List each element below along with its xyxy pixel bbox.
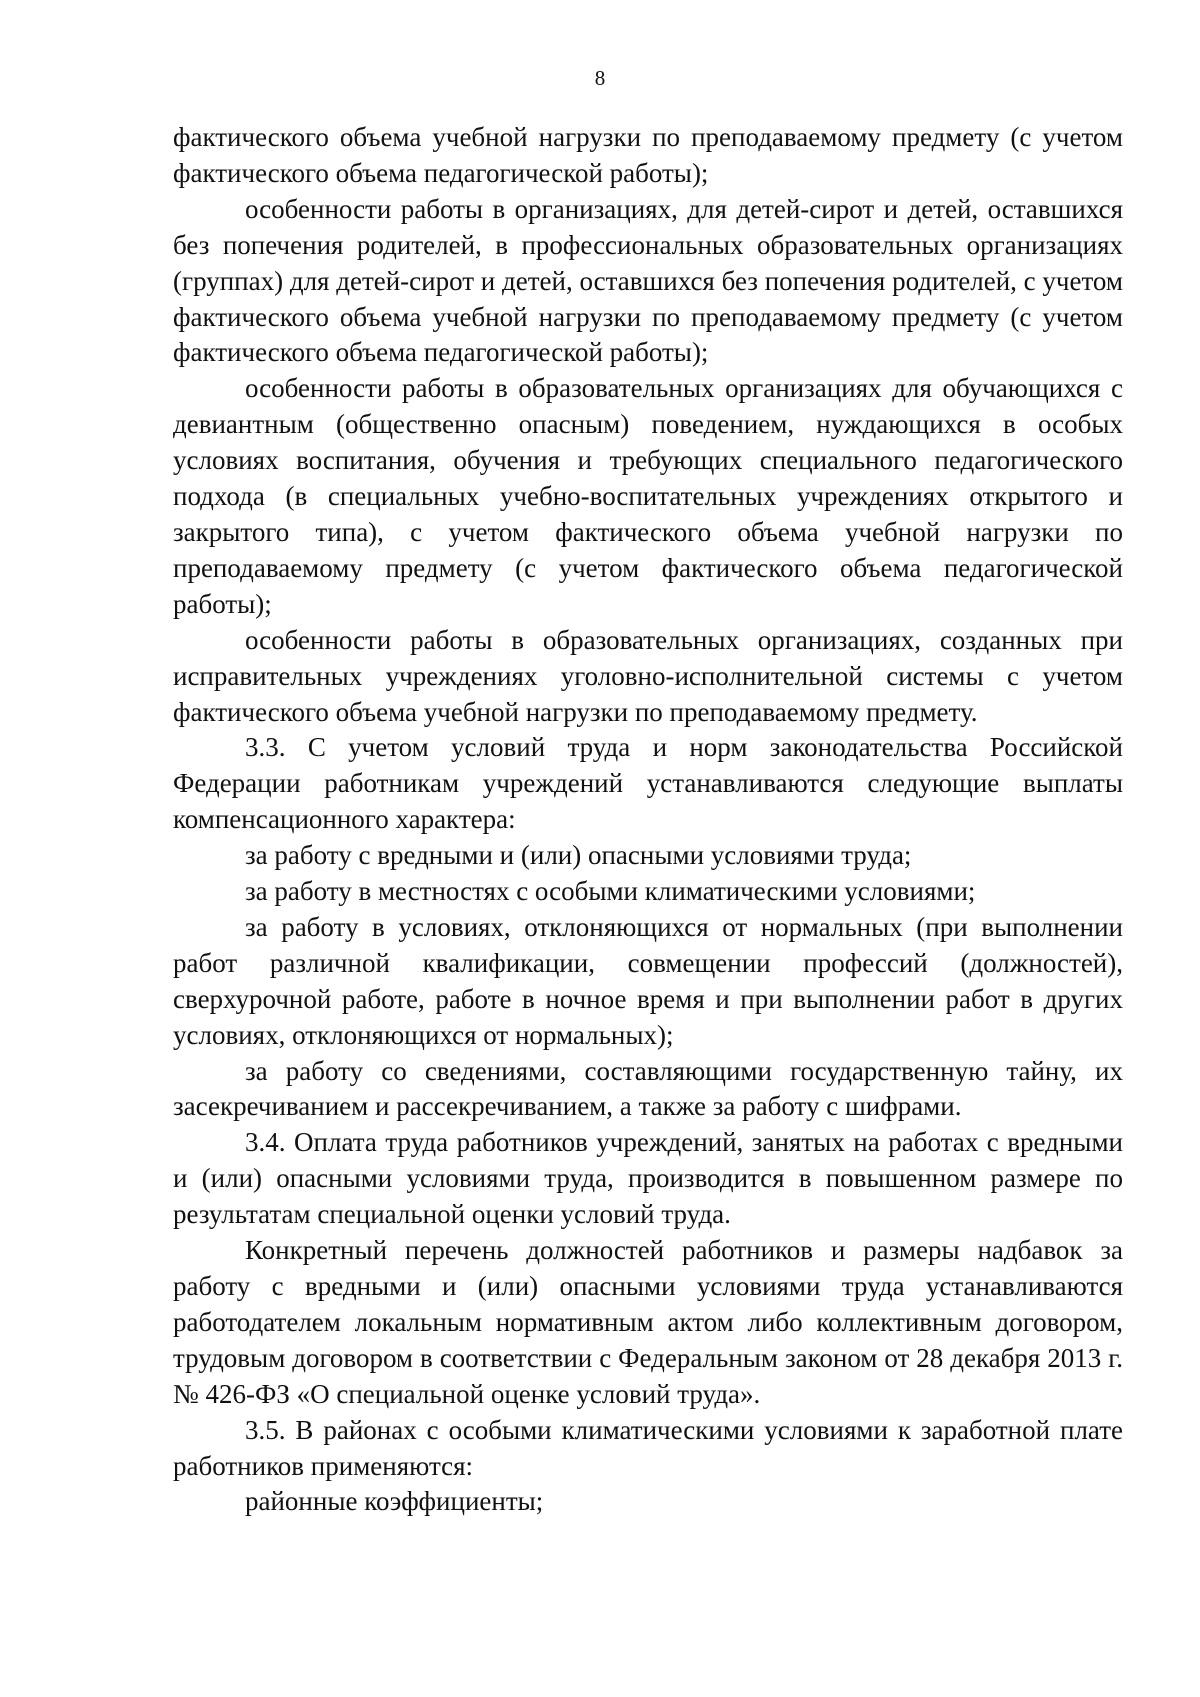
paragraph-section-3-5: 3.5. В районах с особыми климатическими условиями к заработной плате работников применяются:: [173, 1414, 1123, 1481]
paragraph-climatic-conditions: за работу в местностях с особыми климатическими условиями;: [245, 876, 976, 907]
paragraph-section-3-3: 3.3. С учетом условий труда и норм законодательства Российской Федерации работникам учреждений устанавливаются следующие выплаты компенсационного характера:: [173, 732, 1123, 835]
paragraph-specific-list: Конкретный перечень должностей работников и размеры надбавок за работу с вредными и (или) опасными условиями труда устанавливаются работодателем локальным нормативным актом либо коллективным договором, трудовым договором в соответствии с Федеральным законом от 28 декабря 2013 г. № 426-ФЗ «О специальной оценке условий труда».: [173, 1235, 1123, 1409]
paragraph-deviant-behavior: особенности работы в образовательных организациях для обучающихся с девиантным (общественно опасным) поведением, нуждающихся в особых условиях воспитания, обучения и требующих специального педагогического подхода (в специальных учебно-воспитательных учреждениях открытого и закрытого типа), с учетом фактического объема учебной нагрузки по преподаваемому предмету (с учетом фактического объема педагогической работы);: [173, 373, 1123, 619]
paragraph-harmful-conditions: за работу с вредными и (или) опасными условиями труда;: [245, 840, 912, 871]
paragraph-orphans-organizations: особенности работы в организациях, для детей-сирот и детей, оставшихся без попечения родителей, в профессиональных образовательных организациях (группах) для детей-сирот и детей, оставшихся без попечения родителей, с учетом фактического объема учебной нагрузки по преподаваемому предмету (с учетом фактического объема педагогической работы);: [173, 193, 1123, 368]
paragraph-correctional-institutions: особенности работы в образовательных организациях, созданных при исправительных учреждениях уголовно-исполнительной системы с учетом фактического объема учебной нагрузки по преподаваемому предмету.: [173, 624, 1123, 727]
paragraph-state-secret: за работу со сведениями, составляющими государственную тайну, их засекречиванием и рассекречиванием, а также за работу с шифрами.: [173, 1055, 1123, 1122]
document-body: [173, 120, 1123, 1520]
paragraph-continuation: фактического объема учебной нагрузки по преподаваемому предмету (с учетом фактического объема педагогической работы);: [173, 122, 1123, 188]
paragraph-section-3-4: 3.4. Оплата труда работников учреждений, занятых на работах с вредными и (или) опасными условиями труда, производится в повышенном размере по результатам специальной оценки условий труда.: [173, 1127, 1123, 1230]
paragraph-abnormal-conditions: за работу в условиях, отклоняющихся от нормальных (при выполнении работ различной квалификации, совмещении профессий (должностей), сверхурочной работе, работе в ночное время и при выполнении работ в других условиях, отклоняющихся от нормальных);: [173, 911, 1123, 1050]
page-number: 8: [594, 66, 606, 90]
paragraph-regional-coefficients: районные коэффициенты;: [245, 1486, 544, 1517]
